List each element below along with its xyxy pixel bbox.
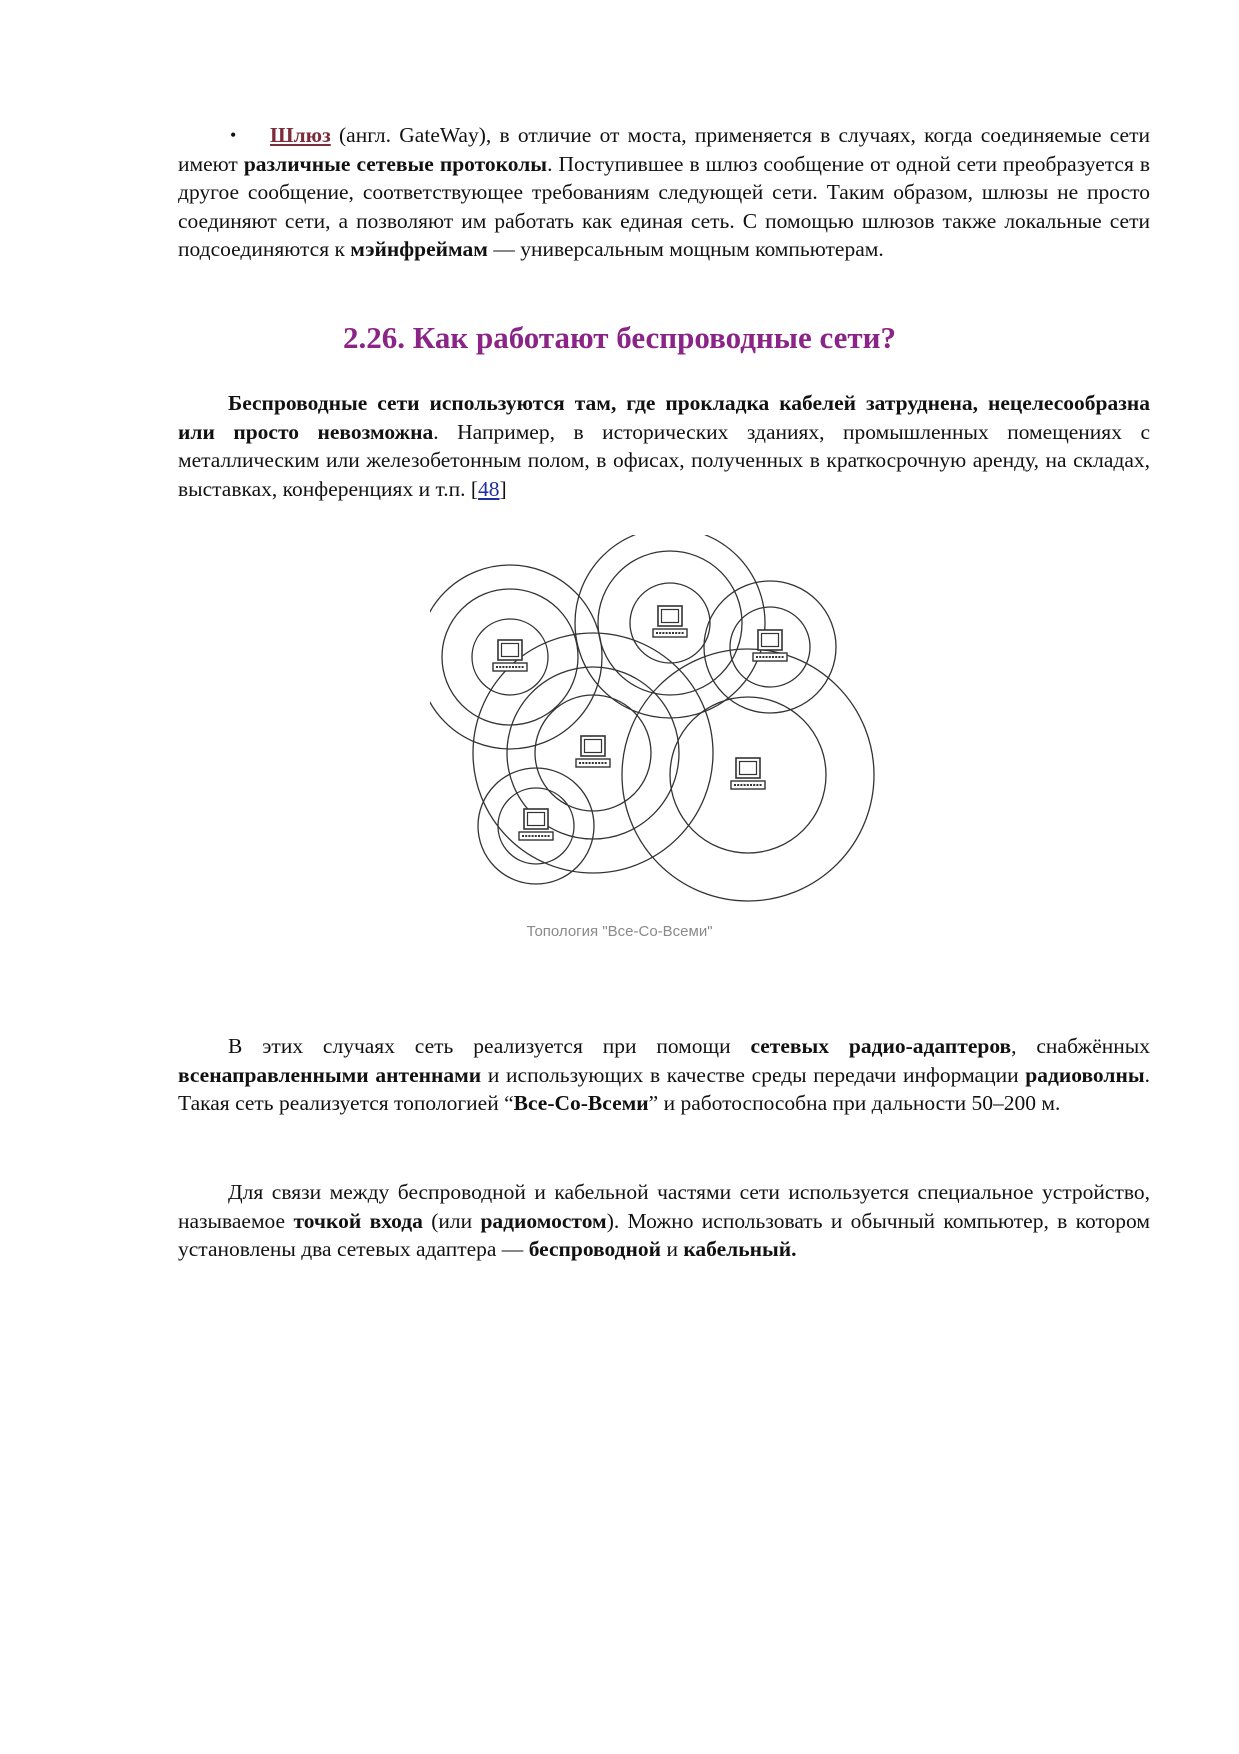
access-text-3: ). Можно использовать и обычный компьютер, в котором установлены два сетевых адаптера — — [178, 1208, 1151, 1262]
gateway-bold-protocols: различные сетевые протоколы — [243, 151, 548, 176]
access-bold-cable: кабельный. — [683, 1237, 797, 1262]
computer-terminal-icon — [493, 640, 527, 671]
radio-bold-antennas: всенаправленными антеннами — [178, 1062, 482, 1087]
diagram-caption: Топология "Все-Со-Всеми" — [526, 923, 713, 940]
gateway-text-3: — универсальным мощным компьютерам. — [487, 237, 884, 262]
radio-text-4: . Такая сеть реализуется топологией “ — [178, 1062, 1150, 1116]
reference-link[interactable]: 48 — [478, 476, 500, 501]
topology-diagram — [430, 535, 900, 915]
computer-terminal-icon — [653, 606, 687, 637]
section-heading: 2.26. Как работают беспроводные сети? — [343, 320, 896, 355]
bullet-marker: • — [230, 125, 237, 145]
topology-svg — [430, 535, 900, 915]
computer-nodes — [493, 606, 787, 840]
intro-text-2: ] — [499, 476, 507, 501]
computer-terminal-icon — [753, 630, 787, 661]
radio-bold-adapters: сетевых радио-адаптеров — [750, 1034, 1012, 1058]
intro-bold: Беспроводные сети используются там, где прокладка кабелей затруднена, нецелесообразна или просто невозможна — [178, 391, 1150, 444]
access-bold-entry-point: точкой входа — [293, 1208, 423, 1233]
radio-bold-topology: Все-Со-Всеми — [513, 1091, 649, 1116]
computer-terminal-icon — [519, 809, 553, 840]
radio-text-2: , снабжённых — [1011, 1034, 1150, 1058]
wireless-intro-paragraph — [178, 389, 1150, 503]
gateway-bold-mainframes: мэйнфреймам — [350, 237, 488, 262]
radio-text-3: и использующих в качестве среды передачи информации — [481, 1062, 1026, 1087]
access-point-paragraph — [178, 1178, 1150, 1264]
signal-rings — [430, 535, 874, 901]
access-text-1: Для связи между беспроводной и кабельной частями сети используется специальное устройство, называемое — [178, 1180, 1150, 1233]
access-bold-radio-bridge: радиомостом — [480, 1208, 607, 1233]
access-text-4: и — [661, 1237, 684, 1262]
gateway-text-1: (англ. GateWay), в отличие от моста, применяется в случаях, когда соединяемые сети имеют — [178, 123, 1150, 176]
access-bold-wireless: беспроводной — [528, 1237, 662, 1262]
intro-text-1: . Например, в исторических зданиях, промышленных помещениях с металлическим или железобетонным полом, в офисах, полученных в краткосрочную аренду, на складах, выставках, конференциях и т.п. [ — [178, 419, 1150, 501]
gateway-link[interactable]: Шлюз — [270, 123, 331, 147]
computer-terminal-icon — [576, 736, 610, 767]
radio-bold-waves: радиоволны — [1025, 1062, 1145, 1087]
access-text-2: (или — [422, 1208, 481, 1233]
radio-text-1: В этих случаях сеть реализуется при помощи — [228, 1034, 751, 1058]
radio-adapters-paragraph — [178, 1032, 1150, 1118]
gateway-paragraph — [178, 121, 1150, 264]
radio-text-5: ” и работоспособна при дальности 50–200 м. — [648, 1091, 1061, 1116]
computer-terminal-icon — [731, 758, 765, 789]
gateway-text-2: . Поступившее в шлюз сообщение от одной сети преобразуется в другое сообщение, соответствующее требованиям следующей сети. Таким образом, шлюзы не просто соединяют сети, а позволяют им работать как единая сеть. С помощью шлюзов также локальные сети подсоединяются к — [178, 151, 1150, 262]
